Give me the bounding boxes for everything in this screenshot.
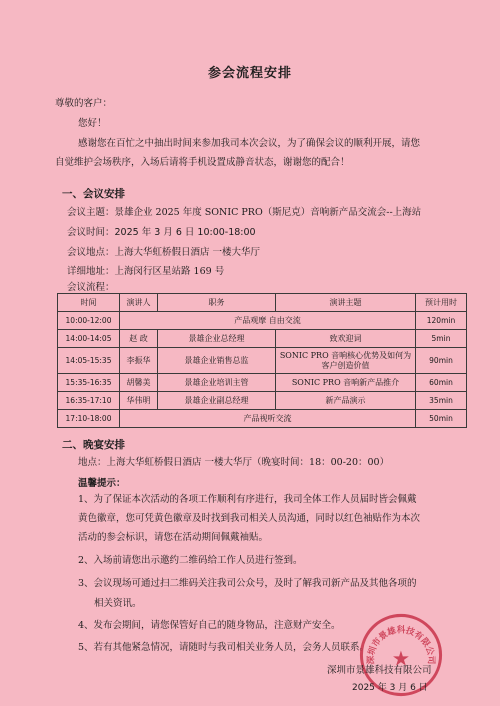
table-row (58, 410, 467, 428)
agenda-topic-cell: SONIC PRO 音响核心优势及如何为客户创造价值 (276, 348, 416, 374)
table-row (58, 348, 467, 374)
meeting-time-label: 会议时间： (67, 227, 115, 238)
meeting-time-value: 2025 年 3 月 6 日 10:00-18:00 (114, 227, 256, 238)
agenda-time-cell: 17:10-18:00 (58, 410, 120, 428)
agenda-table (57, 293, 467, 428)
meeting-theme (67, 207, 421, 219)
table-row (58, 392, 467, 410)
agenda-title-cell: 景雄企业副总经理 (158, 392, 276, 410)
agenda-duration-cell: 60min (416, 374, 467, 392)
agenda-time-cell: 14:05-15:35 (58, 348, 120, 374)
agenda-header-cell: 演讲主题 (276, 294, 416, 312)
agenda-title-cell: 景雄企业总经理 (158, 330, 276, 348)
agenda-topic-cell: SONIC PRO 音响新产品推介 (276, 374, 416, 392)
meeting-flow-label: 会议流程： (67, 282, 115, 293)
tip-4: 4、发布会期间，请您保管好自己的随身物品，注意财产安全。 (78, 620, 341, 631)
intro-line-1: 感谢您在百忙之中抽出时间来参加我司本次会议，为了确保会议的顺利开展，请您 (78, 138, 421, 149)
meeting-place (67, 247, 260, 259)
signature-company: 深圳市景雄科技有限公司 (327, 665, 432, 676)
tip-3-line-1: 3、会议现场可通过扫二维码关注我司公众号，及时了解我司新产品及其他各项的 (78, 578, 417, 589)
meeting-address (67, 266, 224, 278)
agenda-duration-cell: 35min (416, 392, 467, 410)
agenda-speaker-cell: 胡馨美 (120, 374, 158, 392)
section-dinner-title: 二、晚宴安排 (62, 439, 125, 451)
svg-text:★: ★ (391, 646, 411, 671)
agenda-header-row (58, 294, 467, 312)
tip-5: 5、若有其他紧急情况，请随时与我司相关业务人员，会务人员联系。 (78, 642, 370, 653)
agenda-time-cell: 15:35-16:35 (58, 374, 120, 392)
agenda-merged-cell: 产品视听交流 (120, 410, 416, 428)
table-row (58, 312, 467, 330)
meeting-address-value: 上海闵行区星站路 169 号 (114, 266, 225, 277)
meeting-address-label: 详细地址： (67, 266, 115, 277)
page-title: 参会流程安排 (207, 66, 292, 81)
table-row (58, 330, 467, 348)
agenda-duration-cell: 90min (416, 348, 467, 374)
agenda-speaker-cell: 华伟明 (120, 392, 158, 410)
meeting-theme-value: 景雄企业 2025 年度 SONIC PRO（斯尼克）音响新产品交流会--上海站 (114, 207, 422, 218)
agenda-speaker-cell: 赵 政 (120, 330, 158, 348)
agenda-header-cell: 时间 (58, 294, 120, 312)
agenda-duration-cell: 5min (416, 330, 467, 348)
agenda-time-cell: 10:00-12:00 (58, 312, 120, 330)
agenda-topic-cell: 新产品演示 (276, 392, 416, 410)
agenda-duration-cell: 50min (416, 410, 467, 428)
tip-1-line-1: 1、为了保证本次活动的各项工作顺利有序进行，我司全体工作人员届时皆会佩戴 (78, 494, 417, 505)
table-row (58, 374, 467, 392)
intro-line-2: 自觉维护会场秩序，入场后请将手机设置成静音状态，谢谢您的配合！ (55, 157, 350, 168)
agenda-header-cell: 职务 (158, 294, 276, 312)
agenda-merged-cell: 产品观摩 自由交流 (120, 312, 416, 330)
agenda-topic-cell: 致欢迎词 (276, 330, 416, 348)
meeting-time (67, 227, 256, 239)
tip-3-line-2: 相关资讯。 (94, 598, 142, 609)
agenda-duration-cell: 120min (416, 312, 467, 330)
agenda-title-cell: 景雄企业培训主管 (158, 374, 276, 392)
signature-date: 2025 年 3 月 6 日 (352, 683, 428, 693)
tips-title: 温馨提示： (78, 478, 126, 489)
meeting-place-value: 上海大华虹桥假日酒店 一楼大华厅 (114, 247, 261, 258)
meeting-theme-label: 会议主题： (67, 207, 115, 218)
agenda-time-cell: 14:00-14:05 (58, 330, 120, 348)
seal-text: 深圳市景雄科技有限公司 (366, 625, 436, 665)
agenda-header-cell: 预计用时 (416, 294, 467, 312)
hello: 您好！ (78, 118, 107, 129)
agenda-time-cell: 16:35-17:10 (58, 392, 120, 410)
dinner-location: 地点：上海大华虹桥假日酒店 一楼大华厅（晚宴时间：18：00-20：00） (78, 457, 390, 468)
agenda-header-cell: 演讲人 (120, 294, 158, 312)
tip-2: 2、入场前请您出示邀约二维码给工作人员进行签到。 (78, 555, 303, 566)
section-meeting-title: 一、会议安排 (62, 188, 125, 200)
agenda-speaker-cell: 李振华 (120, 348, 158, 374)
tip-1-line-2: 黄色徽章，您可凭黄色徽章及时找到我司相关人员沟通，同时以红色袖贴作为本次 (78, 513, 421, 524)
agenda-title-cell: 景雄企业销售总监 (158, 348, 276, 374)
meeting-place-label: 会议地点： (67, 247, 115, 258)
greeting: 尊敬的客户： (55, 98, 113, 109)
tip-1-line-3: 活动的参会标识，请您在活动期间佩戴袖贴。 (78, 532, 269, 543)
